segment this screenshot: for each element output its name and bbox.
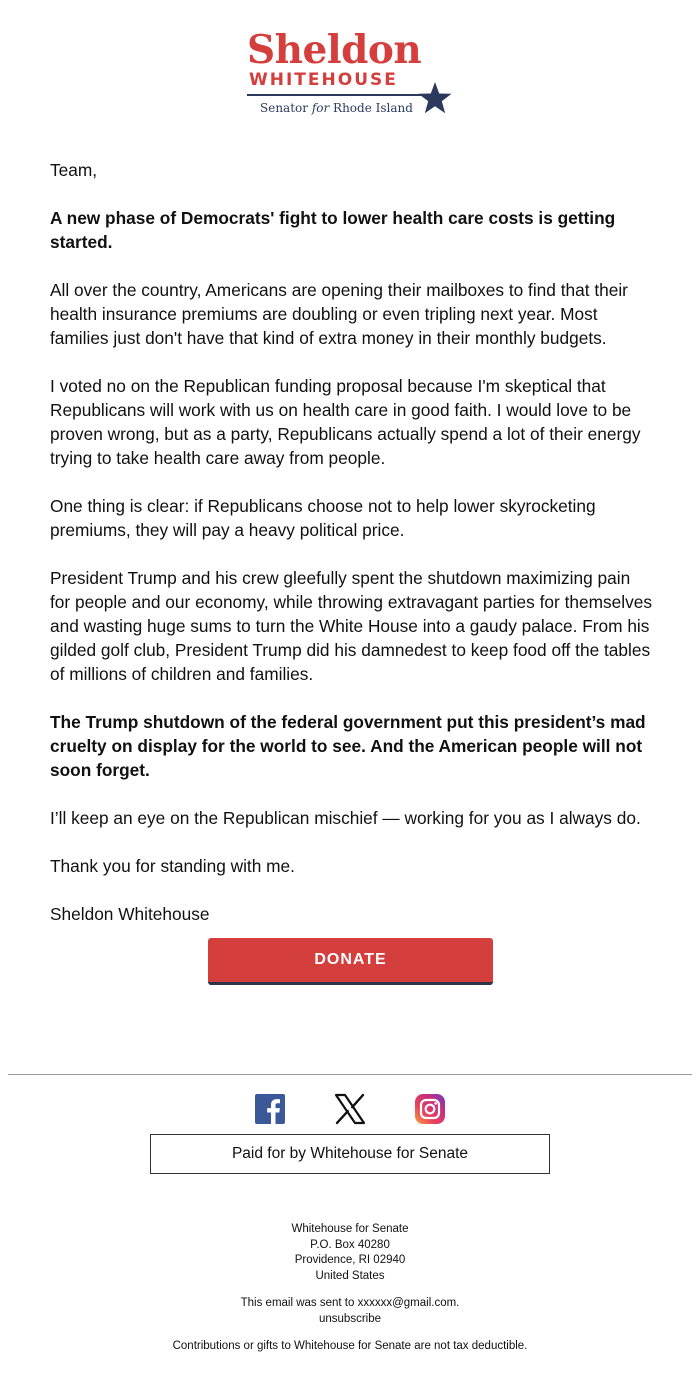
footer-sent-to — [0, 1296, 700, 1312]
footer — [0, 1222, 700, 1355]
emphasis-paragraph: The Trump shutdown of the federal government put this president’s mad cruelty on display for the world to see. And the American people will not soon forget. — [50, 712, 646, 780]
facebook-icon — [254, 1093, 286, 1125]
body-paragraph: One thing is clear: if Republicans choose not to help lower skyrocketing premiums, they will pay a heavy political price. — [50, 496, 596, 540]
footer-org: Whitehouse for Senate — [291, 1223, 409, 1235]
closing-line: Thank you for standing with me. — [50, 856, 295, 876]
footer-divider — [8, 1074, 692, 1075]
footer-spacer — [0, 1284, 700, 1296]
footer-country: United States — [315, 1269, 385, 1282]
tagline-senator: Senator — [260, 101, 312, 115]
tagline-for: for — [311, 101, 330, 115]
body-paragraph: President Trump and his crew gleefully spent the shutdown maximizing pain for people and our economy, while throwing extravagant parties for themselves and wasting huge sums to turn the White House into a gaudy palace. From his gilded golf club, President Trump did his damnedest to keep food off the tables of millions of children and families. — [50, 568, 652, 684]
instagram-link[interactable] — [414, 1093, 446, 1125]
body-paragraph: All over the country, Americans are opening their mailboxes to find that their health insurance premiums are doubling or even tripling next year. Most families just don't have that kind of extra money in their monthly budgets. — [50, 280, 628, 348]
footer-tax-disclaimer: Contributions or gifts to Whitehouse for Senate are not tax deductible. — [172, 1340, 528, 1352]
x-link[interactable] — [334, 1093, 366, 1125]
paid-for-disclaimer: Paid for by Whitehouse for Senate — [150, 1134, 550, 1174]
logo-tagline — [260, 100, 413, 116]
body-paragraph: I’ll keep an eye on the Republican mischief — working for you as I always do. — [50, 808, 641, 828]
logo — [0, 28, 700, 120]
logo-first-name: Sheldon — [247, 27, 422, 73]
recipient-email: xxxxxx@gmail.com — [357, 1297, 457, 1309]
headline-paragraph: A new phase of Democrats' fight to lower health care costs is getting started. — [50, 208, 616, 252]
logo-lockup — [247, 28, 453, 120]
sent-to-suffix: . — [456, 1297, 460, 1309]
logo-last-name: WHITEHOUSE — [249, 70, 398, 90]
footer-spacer — [0, 1327, 700, 1339]
greeting: Team, — [50, 160, 98, 180]
footer-address-line2: Providence, RI 02940 — [294, 1254, 406, 1266]
x-icon — [334, 1093, 366, 1125]
footer-address-line1: P.O. Box 40280 — [310, 1238, 390, 1251]
instagram-icon — [414, 1093, 446, 1125]
email-body — [50, 158, 655, 950]
body-paragraph: I voted no on the Republican funding proposal because I'm skeptical that Republicans will work with us on health care in good faith. I would love to be proven wrong, but as a party, Republicans actually spend a lot of their energy trying to take health care away from people. — [50, 376, 641, 468]
facebook-link[interactable] — [254, 1093, 286, 1125]
donate-button[interactable]: DONATE — [208, 938, 493, 985]
unsubscribe-link[interactable]: unsubscribe — [318, 1312, 381, 1325]
sent-to-prefix: This email was sent to — [240, 1297, 358, 1309]
signature: Sheldon Whitehouse — [50, 904, 210, 924]
logo-rule — [247, 94, 423, 96]
tagline-state: Rhode Island — [329, 101, 413, 115]
star-icon — [417, 80, 453, 116]
